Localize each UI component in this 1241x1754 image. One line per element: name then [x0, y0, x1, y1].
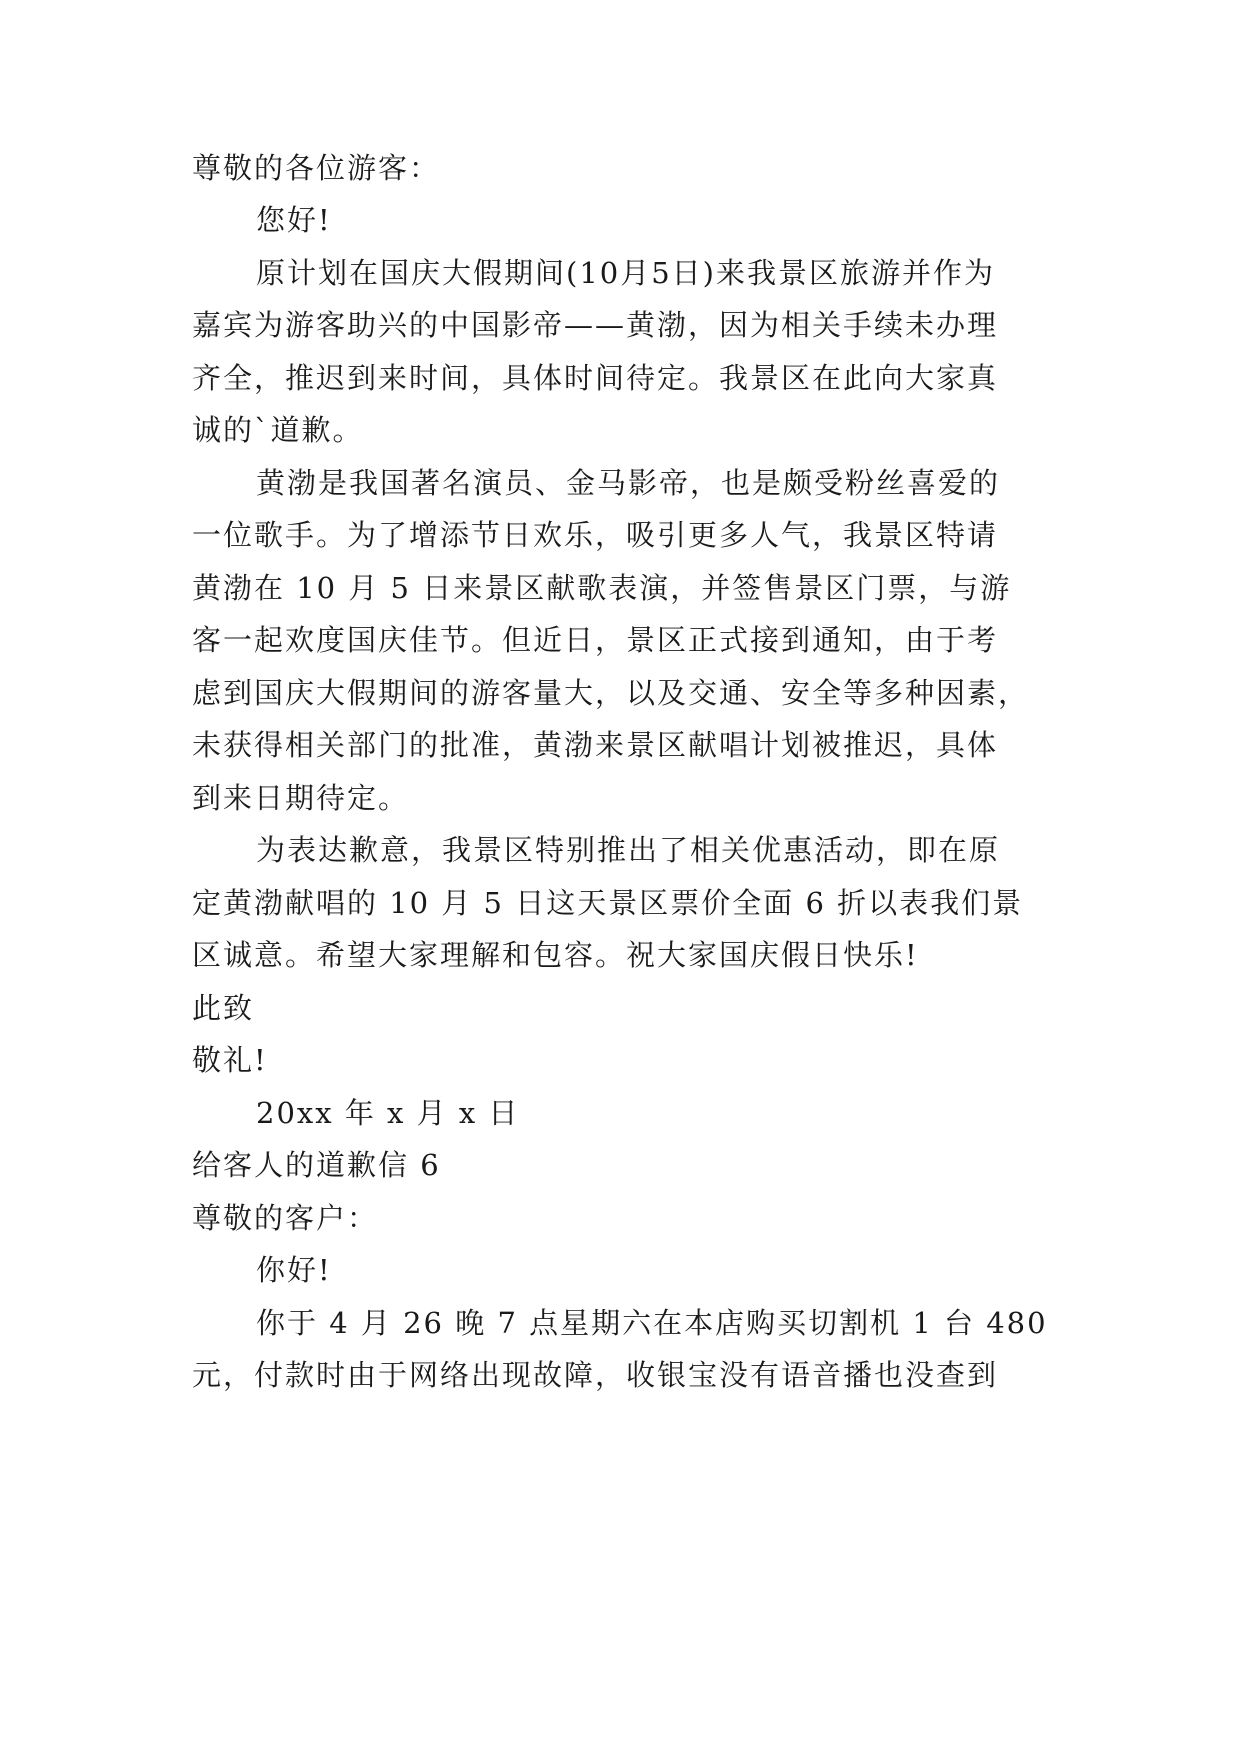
letter5-p3-line-1: 为表达歉意，我景区特别推出了相关优惠活动，即在原: [256, 833, 1001, 867]
letter5-greeting: 您好!: [256, 203, 332, 237]
letter5-p1-line-2: 嘉宾为游客助兴的中国影帝——黄渤，因为相关手续未办理: [192, 308, 999, 342]
letter5-closing-1: 此致: [192, 991, 255, 1025]
letter5-p2-line-1: 黄渤是我国著名演员、金马影帝，也是颇受粉丝喜爱的: [256, 466, 1001, 500]
letter5-p2-line-4: 客一起欢度国庆佳节。但近日，景区正式接到通知，由于考: [192, 623, 999, 657]
letter6-greeting: 你好!: [256, 1253, 332, 1287]
letter5-p1-line-1: 原计划在国庆大假期间(10月5日)来我景区旅游并作为: [256, 256, 995, 290]
letter5-p3-line-3: 区诚意。希望大家理解和包容。祝大家国庆假日快乐!: [192, 938, 919, 972]
letter5-p1-line-4: 诚的`道歉。: [192, 413, 364, 447]
letter5-p1-line-3: 齐全，推迟到来时间，具体时间待定。我景区在此向大家真: [192, 361, 999, 395]
letter5-date: 20xx 年 x 月 x 日: [256, 1096, 520, 1130]
letter5-closing-2: 敬礼!: [192, 1043, 268, 1077]
letter6-p1-line-2: 元，付款时由于网络出现故障，收银宝没有语音播也没查到: [192, 1358, 999, 1392]
letter5-p2-line-7: 到来日期待定。: [192, 781, 410, 815]
section-title: 给客人的道歉信 6: [192, 1148, 441, 1182]
letter5-p2-line-5: 虑到国庆大假期间的游客量大，以及交通、安全等多种因素，: [192, 676, 1030, 710]
letter5-p3-line-2: 定黄渤献唱的 10 月 5 日这天景区票价全面 6 折以表我们景: [192, 886, 1024, 920]
letter5-salutation: 尊敬的各位游客：: [192, 151, 441, 185]
letter5-p2-line-3: 黄渤在 10 月 5 日来景区献歌表演，并签售景区门票，与游: [192, 571, 1012, 605]
letter6-p1-line-1: 你于 4 月 26 晚 7 点星期六在本店购买切割机 1 台 480: [256, 1306, 1048, 1340]
letter5-p2-line-2: 一位歌手。为了增添节日欢乐，吸引更多人气，我景区特请: [192, 518, 999, 552]
letter5-p2-line-6: 未获得相关部门的批准，黄渤来景区献唱计划被推迟，具体: [192, 728, 999, 762]
letter6-salutation: 尊敬的客户：: [192, 1201, 379, 1235]
